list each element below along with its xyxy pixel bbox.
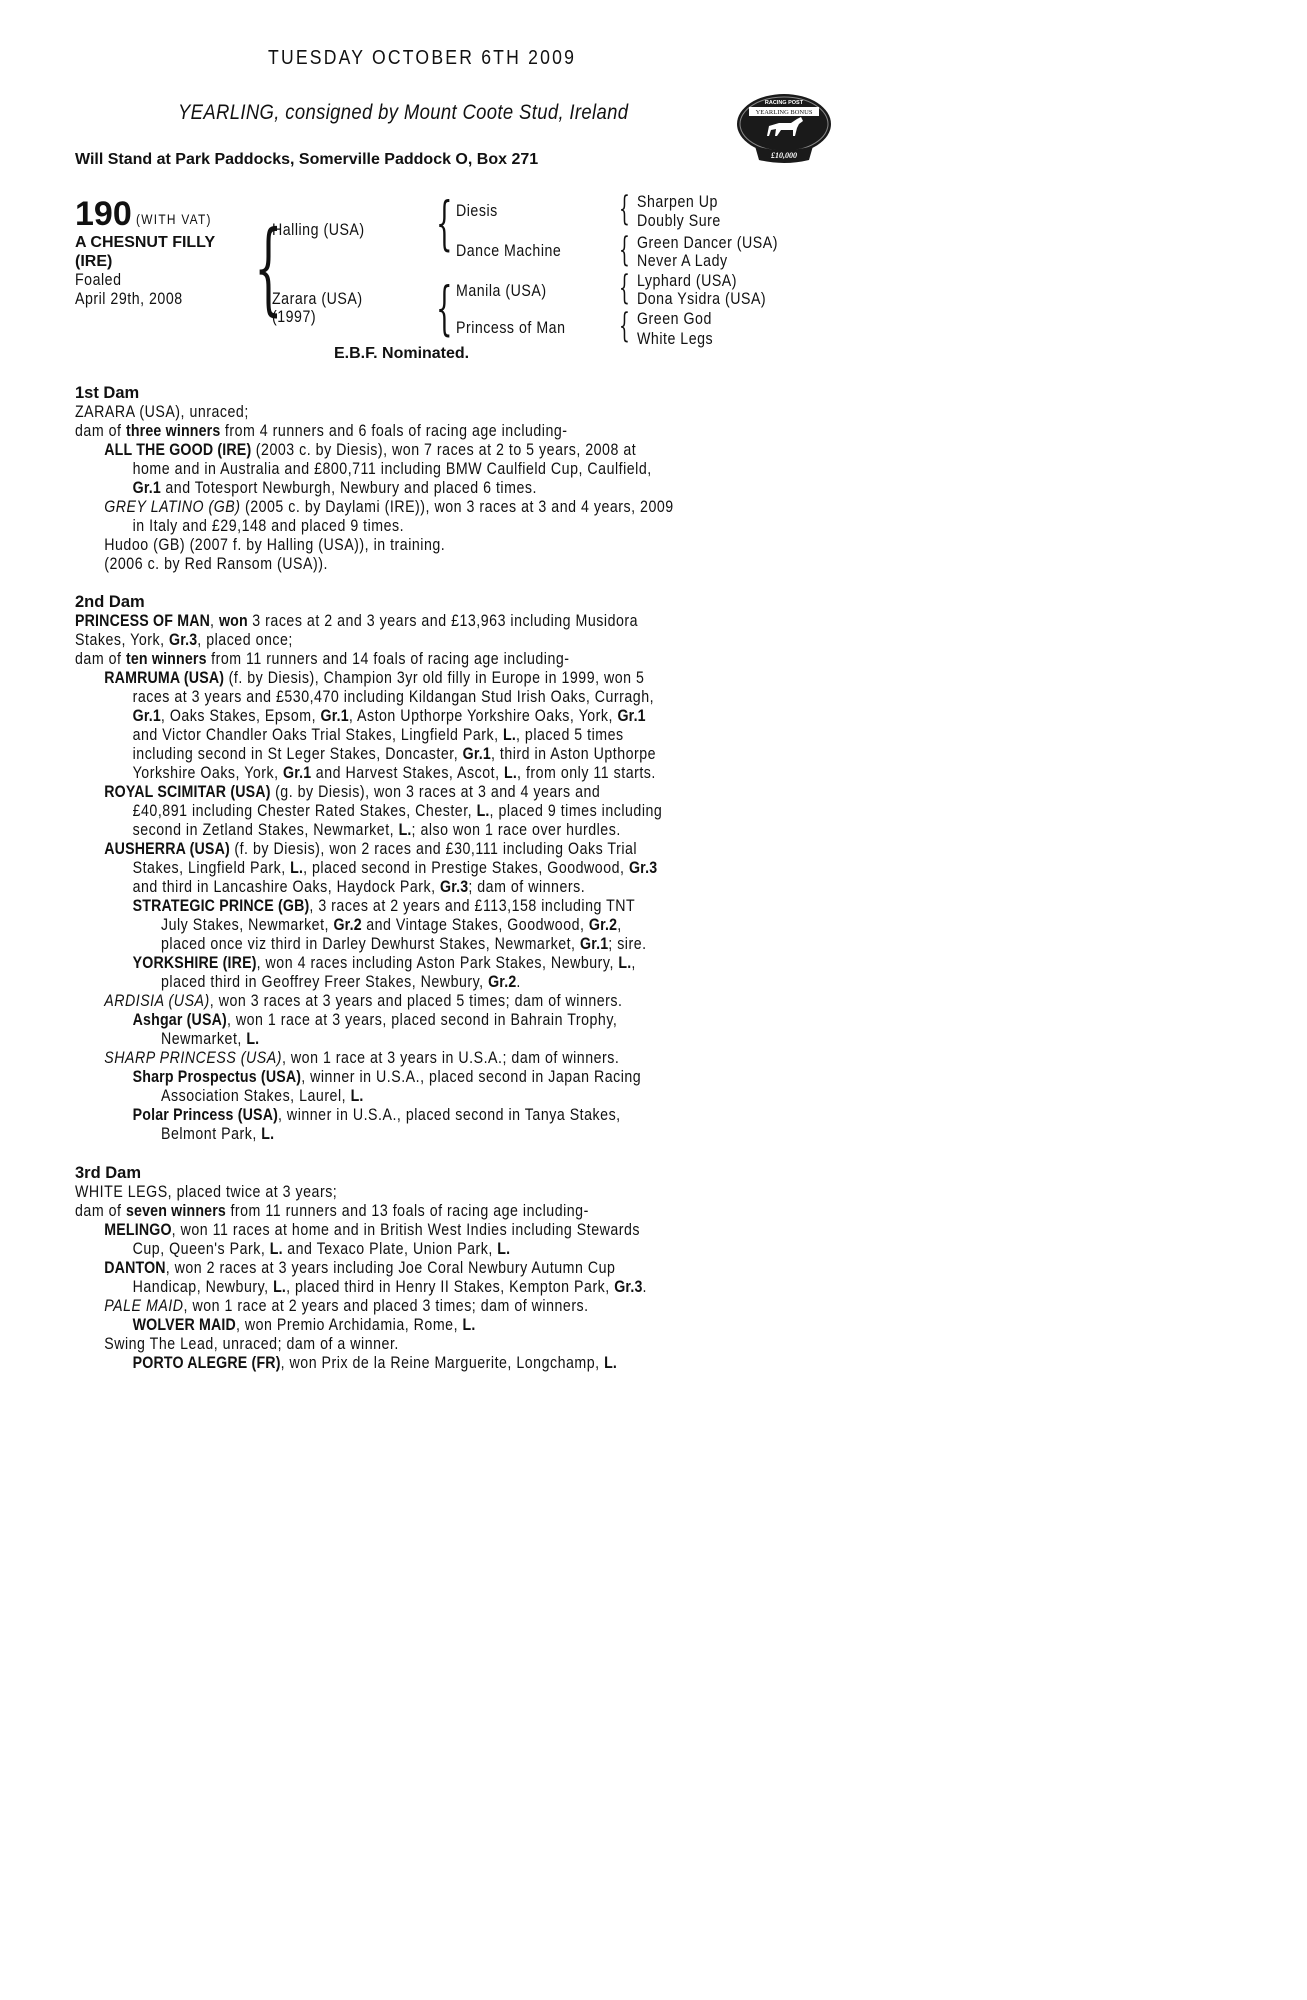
dam2-line — [75, 612, 729, 631]
text-run: from 4 runners and 6 foals of racing age including- — [220, 422, 568, 440]
dam3-line — [75, 1202, 729, 1221]
dam2-line — [75, 859, 729, 878]
dam2-line — [75, 840, 729, 859]
dam2-line — [75, 1049, 729, 1068]
dam3-line — [75, 1278, 729, 1297]
dam2-line — [75, 650, 729, 669]
brace-gen3-2: { — [619, 230, 630, 270]
dam2-line — [75, 707, 729, 726]
dam2-line — [75, 1087, 729, 1106]
yearling-bonus-badge — [735, 92, 833, 168]
pedigree-gen3-6: Dona Ysidra (USA) — [637, 290, 767, 308]
text-run: , won 4 races including Aston Park Stakes, Newbury, — [256, 954, 619, 972]
bold-text: RAMRUMA (USA) — [104, 669, 225, 687]
brace-gen3-4: { — [619, 306, 630, 346]
bold-text: Gr.1 — [462, 745, 491, 763]
text-run: , won 1 race at 3 years in U.S.A.; dam of winners. — [281, 1049, 620, 1067]
text-run: Belmont Park, — [161, 1125, 262, 1143]
second-dam-section — [75, 593, 835, 1144]
text-run: , won 2 races at 3 years including Joe Coral Newbury Autumn Cup — [165, 1259, 616, 1277]
text-run: including second in St Leger Stakes, Doncaster, — [132, 745, 463, 763]
bold-text: Gr.3 — [168, 631, 198, 649]
text-run: from 11 runners and 14 foals of racing age including- — [206, 650, 570, 668]
bold-text: Gr.1 — [132, 479, 161, 497]
text-run: , won 3 races at 3 years and placed 5 times; dam of winners. — [209, 992, 623, 1010]
bold-text: won — [218, 612, 248, 630]
pedigree-gen3-3: Green Dancer (USA) — [637, 234, 778, 252]
pedigree-gen3-2: Doubly Sure — [637, 212, 721, 230]
dam2-line — [75, 1068, 729, 1087]
text-run: placed once viz third in Darley Dewhurst Stakes, Newmarket, — [161, 935, 580, 953]
bold-text: Gr.1 — [617, 707, 646, 725]
text-run: , third in Aston Upthorpe — [490, 745, 657, 763]
italic-text: PALE MAID — [104, 1297, 184, 1315]
pedigree-gen2-1: Diesis — [456, 202, 498, 220]
brace-gen3-3: { — [619, 268, 630, 308]
dam2-line — [75, 954, 729, 973]
bold-text: MELINGO — [104, 1221, 172, 1239]
pedigree-gen2-2: Dance Machine — [456, 242, 562, 260]
pedigree-gen2-3: Manila (USA) — [456, 282, 547, 300]
text-run: (f. by Diesis), won 2 races and £30,111 including Oaks Trial — [229, 840, 638, 858]
text-run: (2003 c. by Diesis), won 7 races at 2 to 5 years, 2008 at — [251, 441, 637, 459]
italic-text: SHARP PRINCESS (USA) — [104, 1049, 282, 1067]
pedigree-gen3-8: White Legs — [637, 330, 714, 348]
text-run: Stakes, York, — [75, 631, 169, 649]
bold-text: L. — [290, 859, 304, 877]
lot-number: 190 — [75, 195, 132, 233]
bold-text: PRINCESS OF MAN — [75, 612, 211, 630]
text-run: (2005 c. by Daylami (IRE)), won 3 races at 3 and 4 years, 2009 — [240, 498, 674, 516]
first-dam-heading: 1st Dam — [75, 384, 140, 402]
text-run: WHITE LEGS, placed twice at 3 years; — [75, 1183, 338, 1201]
third-dam-heading: 3rd Dam — [75, 1164, 142, 1182]
brace-sire: { — [436, 189, 453, 257]
text-run: (2006 c. by Red Ransom (USA)). — [104, 555, 328, 573]
bold-text: Gr.1 — [579, 935, 609, 953]
text-run: dam of — [75, 422, 126, 440]
text-run: Stakes, Lingfield Park, — [132, 859, 291, 877]
pedigree-gen3-7: Green God — [637, 310, 712, 328]
dam2-line — [75, 878, 729, 897]
foaled-info — [75, 271, 183, 309]
bold-text: L. — [462, 1316, 476, 1334]
text-run: , 3 races at 2 years and £113,158 including TNT — [309, 897, 636, 915]
dam1-line — [75, 403, 729, 422]
text-run: , winner in U.S.A., placed second in Japan Racing — [301, 1068, 642, 1086]
bold-text: L. — [497, 1240, 511, 1258]
text-run: , won 1 race at 2 years and placed 3 times; dam of winners. — [183, 1297, 589, 1315]
brace-gen3-1: { — [619, 189, 630, 229]
bold-text: L. — [503, 726, 517, 744]
text-run: , placed 5 times — [516, 726, 624, 744]
text-run: . — [516, 973, 521, 991]
bold-text: Gr.2 — [333, 916, 362, 934]
text-run: ; dam of winners. — [468, 878, 586, 896]
text-run: , — [617, 916, 622, 934]
bold-text: PORTO ALEGRE (FR) — [132, 1354, 281, 1372]
text-run: , — [210, 612, 219, 630]
text-run: , winner in U.S.A., placed second in Tanya Stakes, — [278, 1106, 621, 1124]
pedigree-gen3-4: Never A Lady — [637, 252, 728, 270]
dam3-line — [75, 1221, 729, 1240]
text-run: Handicap, Newbury, — [132, 1278, 274, 1296]
dam2-line — [75, 1030, 729, 1049]
lot-description — [75, 233, 255, 271]
stand-location: Will Stand at Park Paddocks, Somerville Paddock O, Box 271 — [75, 151, 539, 168]
bold-text: L. — [398, 821, 412, 839]
text-run: , won 11 races at home and in British West Indies including Stewards — [171, 1221, 641, 1239]
bold-text: Gr.2 — [588, 916, 618, 934]
text-run: , placed second in Prestige Stakes, Goodwood, — [303, 859, 629, 877]
text-run: , Oaks Stakes, Epsom, — [160, 707, 321, 725]
text-run: and Harvest Stakes, Ascot, — [311, 764, 505, 782]
dam3-line — [75, 1259, 729, 1278]
text-run: . — [642, 1278, 647, 1296]
bold-text: Gr.3 — [614, 1278, 643, 1296]
dam3-line — [75, 1297, 729, 1316]
bold-text: Gr.3 — [440, 878, 469, 896]
dam2-line — [75, 1106, 729, 1125]
text-run: 3 races at 2 and 3 years and £13,963 including Musidora — [247, 612, 639, 630]
dam2-line — [75, 783, 729, 802]
bold-text: WOLVER MAID — [132, 1316, 236, 1334]
text-run: Swing The Lead, unraced; dam of a winner. — [104, 1335, 399, 1353]
bold-text: ten winners — [125, 650, 207, 668]
dam3-line — [75, 1335, 729, 1354]
text-run: (f. by Diesis), Champion 3yr old filly in Europe in 1999, won 5 — [224, 669, 645, 687]
dam2-line — [75, 726, 729, 745]
bold-text: L. — [618, 954, 632, 972]
text-run: , Aston Upthorpe Yorkshire Oaks, York, — [348, 707, 618, 725]
bold-text: L. — [246, 1030, 260, 1048]
badge-amount-text: £10,000 — [771, 151, 797, 160]
lot-title-line-1: A CHESNUT FILLY — [75, 234, 216, 251]
dam2-line — [75, 935, 729, 954]
text-run: , — [631, 954, 636, 972]
dam1-line — [75, 441, 729, 460]
pedigree-dam-year: (1997) — [272, 308, 317, 326]
bold-text: Gr.3 — [628, 859, 658, 877]
bold-text: STRATEGIC PRINCE (GB) — [132, 897, 310, 915]
bold-text: three winners — [125, 422, 221, 440]
dam1-line — [75, 479, 729, 498]
third-dam-lines — [75, 1183, 835, 1373]
bold-text: DANTON — [104, 1259, 166, 1277]
second-dam-lines — [75, 612, 835, 1144]
dam2-line — [75, 992, 729, 1011]
dam1-line — [75, 460, 729, 479]
text-run: ; sire. — [608, 935, 647, 953]
pedigree-gen3-5: Lyphard (USA) — [637, 272, 738, 290]
text-run: dam of — [75, 1202, 126, 1220]
italic-text: ARDISIA (USA) — [104, 992, 210, 1010]
bold-text: L. — [273, 1278, 287, 1296]
text-run: Cup, Queen's Park, — [132, 1240, 270, 1258]
text-run: , placed third in Henry II Stakes, Kempton Park, — [286, 1278, 615, 1296]
foaled-label: Foaled — [75, 271, 122, 289]
text-run: dam of — [75, 650, 126, 668]
text-run: , from only 11 starts. — [517, 764, 656, 782]
bold-text: Ashgar (USA) — [132, 1011, 227, 1029]
text-run: placed third in Geoffrey Freer Stakes, Newbury, — [161, 973, 489, 991]
dam2-line — [75, 688, 729, 707]
dam3-line — [75, 1183, 729, 1202]
bold-text: seven winners — [125, 1202, 226, 1220]
bold-text: Gr.1 — [283, 764, 312, 782]
pedigree-sire: Halling (USA) — [272, 221, 365, 239]
text-run: and Victor Chandler Oaks Trial Stakes, Lingfield Park, — [132, 726, 504, 744]
bold-text: ALL THE GOOD (IRE) — [104, 441, 252, 459]
bold-text: L. — [604, 1354, 618, 1372]
text-run: ; also won 1 race over hurdles. — [411, 821, 621, 839]
dam1-line — [75, 536, 729, 555]
bold-text: L. — [504, 764, 518, 782]
dam2-line — [75, 1125, 729, 1144]
pedigree-gen3-1: Sharpen Up — [637, 193, 718, 211]
first-dam-section — [75, 384, 835, 574]
text-run: £40,891 including Chester Rated Stakes, Chester, — [132, 802, 477, 820]
foaled-date: April 29th, 2008 — [75, 290, 183, 308]
text-run: Hudoo (GB) (2007 f. by Halling (USA)), in training. — [104, 536, 446, 554]
dam2-line — [75, 802, 729, 821]
text-run: from 11 runners and 13 foals of racing age including- — [225, 1202, 589, 1220]
dam1-line — [75, 498, 729, 517]
text-run: home and in Australia and £800,711 including BMW Caulfield Cup, Caulfield, — [132, 460, 652, 478]
bold-text: ROYAL SCIMITAR (USA) — [104, 783, 271, 801]
text-run: , placed 9 times including — [489, 802, 663, 820]
dam2-line — [75, 745, 729, 764]
dam2-line — [75, 897, 729, 916]
consignment-line: YEARLING, consigned by Mount Coote Stud, Ireland — [178, 101, 629, 124]
third-dam-section — [75, 1164, 835, 1373]
text-run: and Texaco Plate, Union Park, — [282, 1240, 498, 1258]
text-run: ZARARA (USA), unraced; — [75, 403, 249, 421]
text-run: second in Zetland Stakes, Newmarket, — [132, 821, 399, 839]
pedigree-gen2-4: Princess of Man — [456, 319, 566, 337]
text-run: and Totesport Newburgh, Newbury and placed 6 times. — [160, 479, 537, 497]
text-run: races at 3 years and £530,470 including Kildangan Stud Irish Oaks, Curragh, — [132, 688, 655, 706]
text-run: in Italy and £29,148 and placed 9 times. — [132, 517, 405, 535]
brace-dam: { — [436, 274, 453, 342]
bold-text: Gr.2 — [488, 973, 517, 991]
text-run: Yorkshire Oaks, York, — [132, 764, 284, 782]
dam3-line — [75, 1316, 729, 1335]
dam3-line — [75, 1240, 729, 1259]
dam1-line — [75, 422, 729, 441]
text-run: Newmarket, — [161, 1030, 247, 1048]
dam2-line — [75, 631, 729, 650]
text-run: , won Premio Archidamia, Rome, — [235, 1316, 463, 1334]
text-run: and third in Lancashire Oaks, Haydock Park, — [132, 878, 441, 896]
bold-text: Gr.1 — [320, 707, 349, 725]
bold-text: L. — [269, 1240, 283, 1258]
bold-text: YORKSHIRE (IRE) — [132, 954, 257, 972]
dam2-line — [75, 764, 729, 783]
dam2-line — [75, 1011, 729, 1030]
bold-text: L. — [476, 802, 490, 820]
first-dam-lines — [75, 403, 835, 574]
badge-top-text: RACING POST — [764, 100, 804, 106]
bold-text: Sharp Prospectus (USA) — [132, 1068, 302, 1086]
bold-text: L. — [261, 1125, 275, 1143]
text-run: , placed once; — [197, 631, 293, 649]
bold-text: Gr.1 — [132, 707, 161, 725]
text-run: , won 1 race at 3 years, placed second in Bahrain Trophy, — [226, 1011, 618, 1029]
italic-text: GREY LATINO (GB) — [104, 498, 241, 516]
ebf-nomination: E.B.F. Nominated. — [334, 345, 470, 362]
sale-date: TUESDAY OCTOBER 6TH 2009 — [268, 47, 577, 69]
text-run: (g. by Diesis), won 3 races at 3 and 4 years and — [270, 783, 601, 801]
dam2-line — [75, 669, 729, 688]
dam1-line — [75, 517, 729, 536]
text-run: July Stakes, Newmarket, — [161, 916, 334, 934]
dam2-line — [75, 916, 729, 935]
text-run: and Vintage Stakes, Goodwood, — [361, 916, 589, 934]
pedigree-dam: Zarara (USA) — [272, 290, 363, 308]
second-dam-heading: 2nd Dam — [75, 593, 145, 611]
dam2-line — [75, 821, 729, 840]
text-run: Association Stakes, Laurel, — [161, 1087, 351, 1105]
bold-text: AUSHERRA (USA) — [104, 840, 230, 858]
text-run: , won Prix de la Reine Marguerite, Longchamp, — [280, 1354, 605, 1372]
vat-note: (WITH VAT) — [136, 211, 212, 227]
badge-middle-text: YEARLING BONUS — [755, 109, 813, 116]
bold-text: Polar Princess (USA) — [132, 1106, 279, 1124]
dam2-line — [75, 973, 729, 992]
bold-text: L. — [350, 1087, 364, 1105]
lot-title-line-2: (IRE) — [75, 253, 113, 270]
dam1-line — [75, 555, 729, 574]
brace-sire-dam: { — [254, 209, 283, 326]
dam3-line — [75, 1354, 729, 1373]
